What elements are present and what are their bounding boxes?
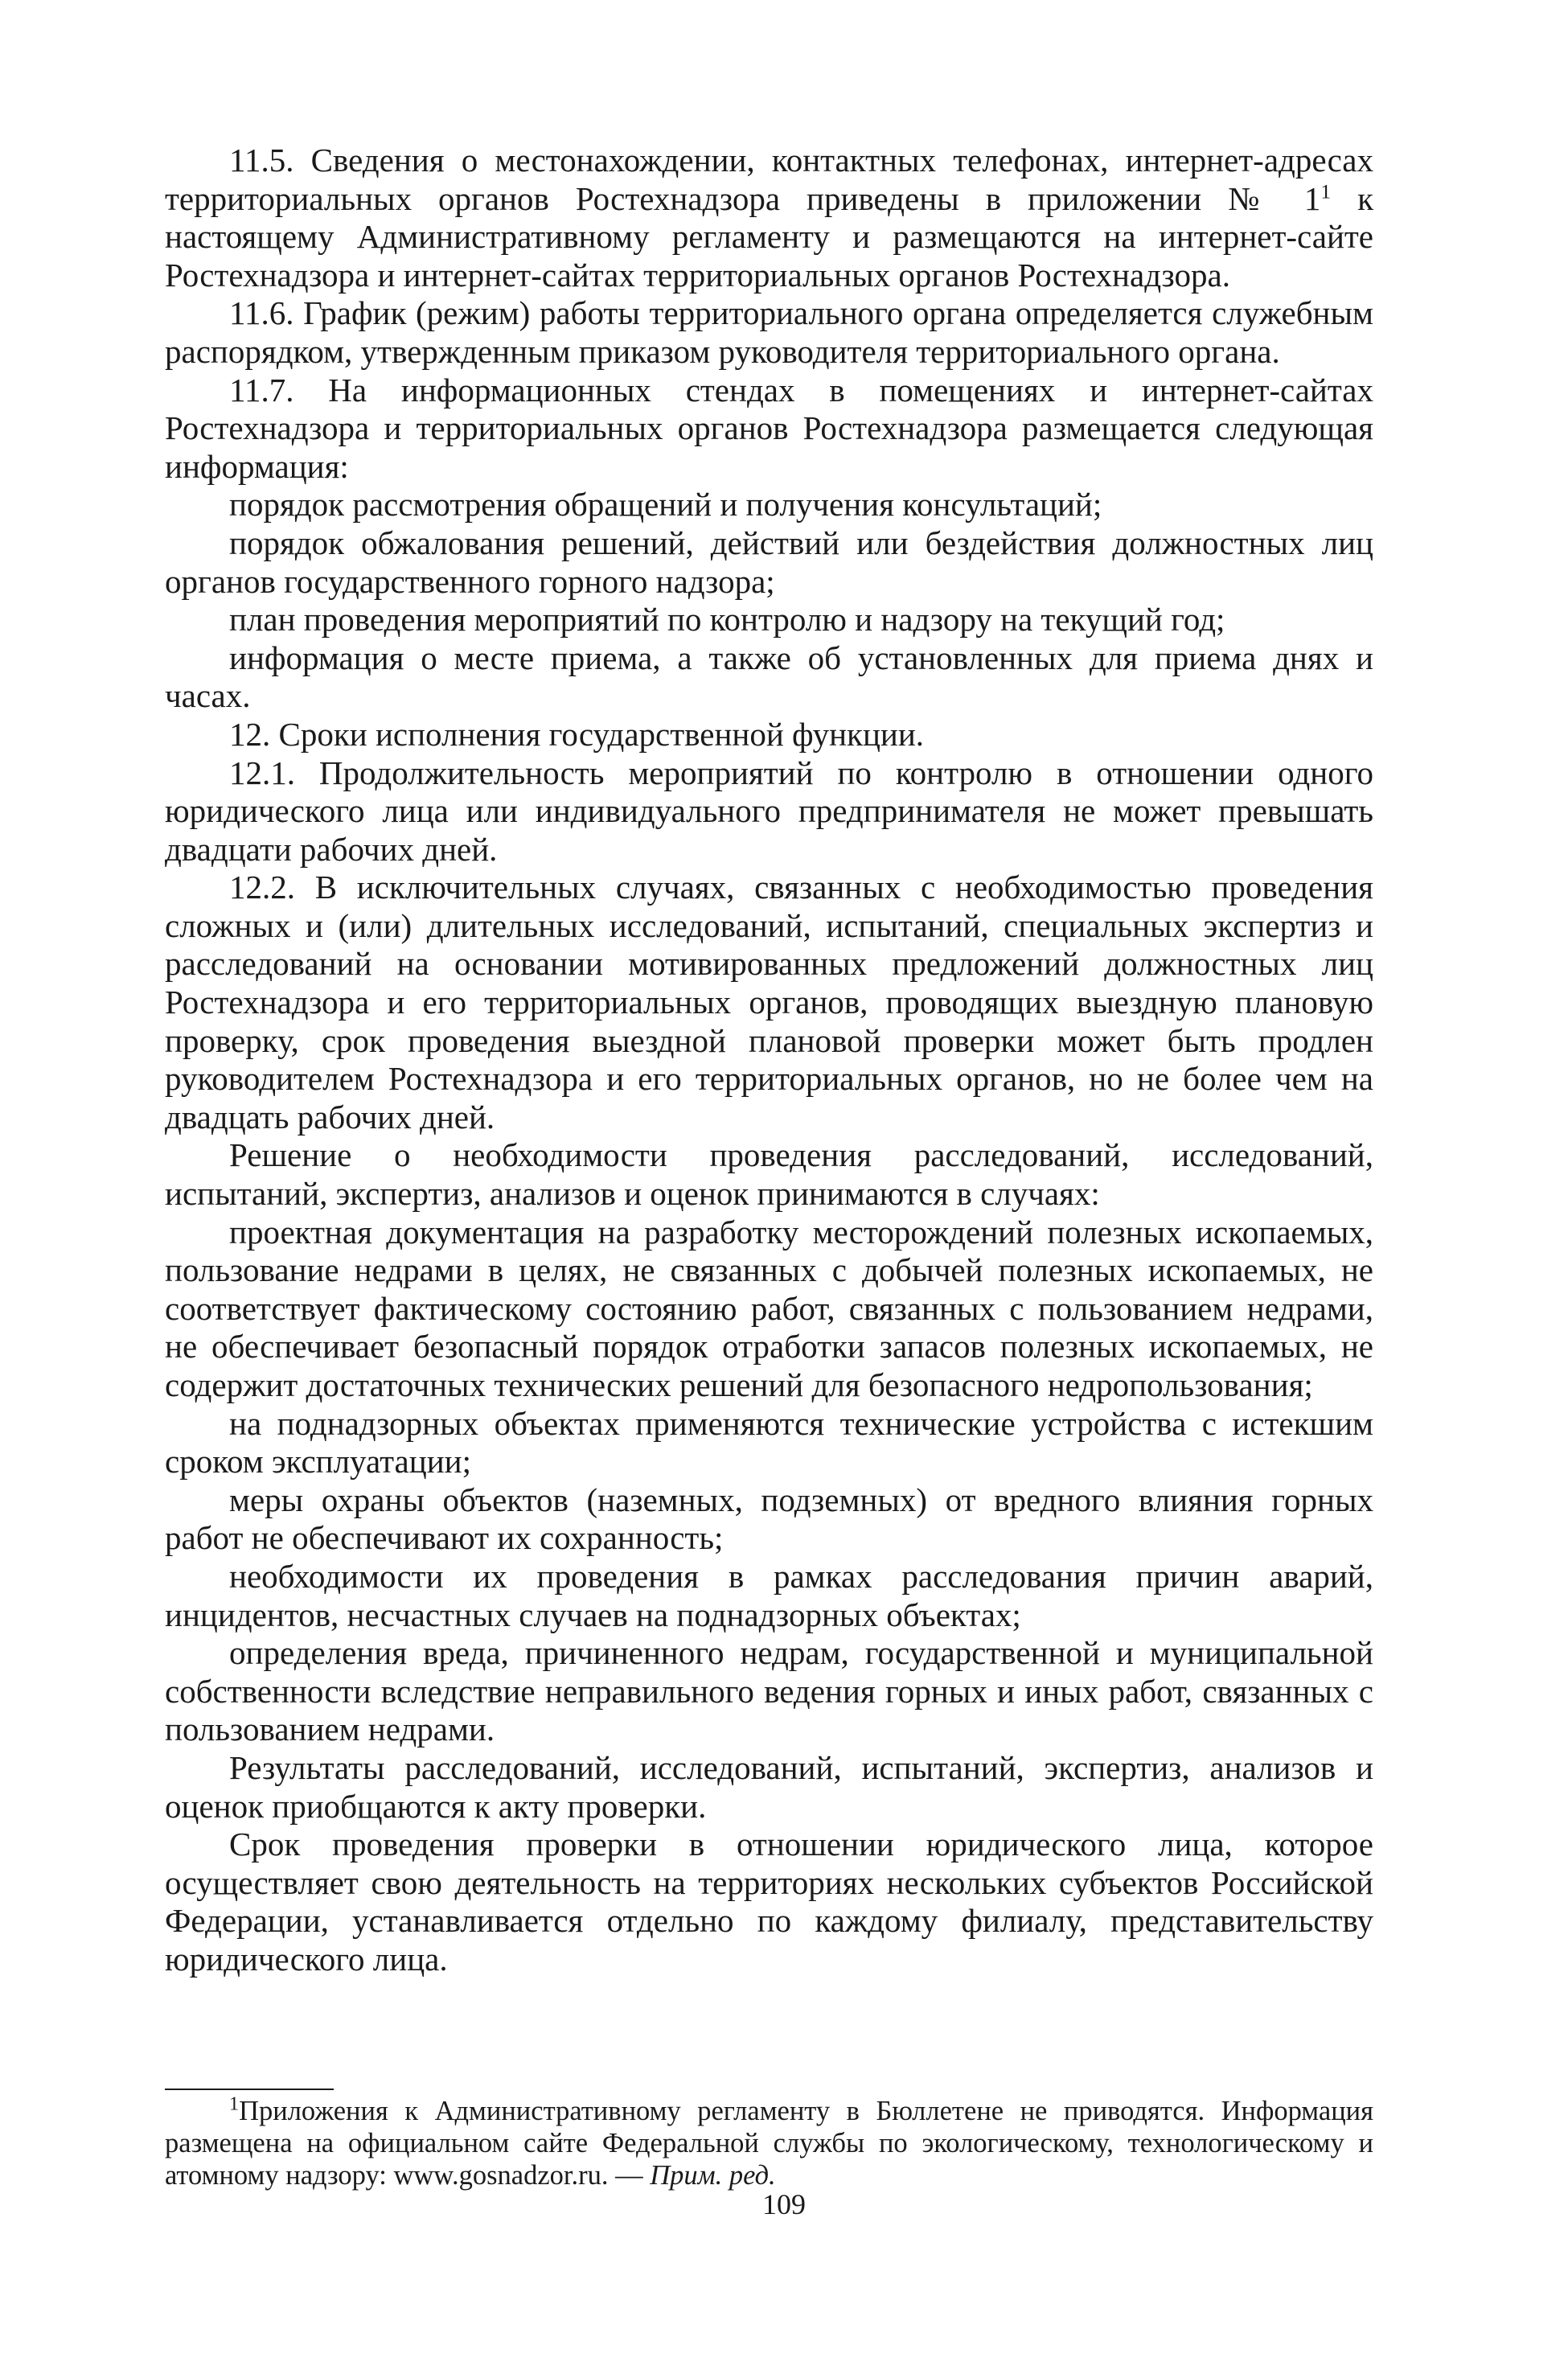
paragraph-12-1: 12.1. Продолжительность мероприятий по контролю в отношении одного юридического лица или индивидуального предпринимателя не может превышать двадцати рабочих дней. (165, 754, 1373, 868)
list-item-plan: план проведения мероприятий по контролю и надзору на текущий год; (229, 601, 1225, 639)
list-item-reception: информация о месте приема, а также об установленных для приема днях и часах. (165, 639, 1373, 715)
case-damage-assessment: определения вреда, причиненного недрам, государственной и муниципальной собственности вследствие неправильного ведения горных и иных работ, связанных с пользованием недрами. (165, 1634, 1373, 1748)
document-body (165, 142, 1373, 1979)
paragraph-11-5 (165, 142, 1373, 294)
page-number: 109 (762, 2188, 806, 2220)
list-item-consultations: порядок рассмотрения обращений и получения консультаций; (229, 486, 1102, 524)
case-protection-measures: меры охраны объектов (наземных, подземных) от вредного влияния горных работ не обеспечивают их сохранность; (165, 1481, 1373, 1557)
footnote (165, 2095, 1373, 2191)
paragraph-inspection-term: Срок проведения проверки в отношении юридического лица, которое осуществляет свою деятельность на территориях нескольких субъектов Российской Федерации, устанавливается отдельно по каждому филиалу, представительству юридического лица. (165, 1826, 1373, 1978)
editor-note: Прим. ред. (650, 2160, 776, 2191)
footnote-divider (165, 2089, 334, 2090)
case-project-docs: проектная документация на разработку месторождений полезных ископаемых, пользование недрами в целях, не связанных с добычей полезных ископаемых, не соответствует фактическому состоянию работ, связанных с пользованием недрами, не обеспечивает безопасный порядок отработки запасов полезных ископаемых, не содержит достаточных технических решений для безопасного недропользования; (165, 1213, 1373, 1403)
case-accident-investigation: необходимости их проведения в рамках расследования причин аварий, инцидентов, несчастных случаев на поднадзорных объектах; (165, 1557, 1373, 1633)
paragraph-results: Результаты расследований, исследований, испытаний, экспертиз, анализов и оценок приобщаются к акту проверки. (165, 1748, 1373, 1825)
case-expired-devices: на поднадзорных объектах применяются технические устройства с истекшим сроком эксплуатации; (165, 1404, 1373, 1481)
paragraph-11-5-text: 11.5. Сведения о местонахождении, контактных телефонах, интернет-адресах территориальных органов Ростехнадзора приведены в приложении № 1 (165, 142, 1373, 217)
paragraph-decision: Решение о необходимости проведения расследований, исследований, испытаний, экспертиз, анализов и оценок принимаются в случаях: (165, 1136, 1373, 1213)
list-item-appeals: порядок обжалования решений, действий или бездействия должностных лиц органов государственного горного надзора; (165, 524, 1373, 600)
footnote-reference: 1 (1320, 179, 1332, 203)
paragraph-11-7: 11.7. На информационных стендах в помещениях и интернет-сайтах Ростехнадзора и территориальных органов Ростехнадзора размещается следующая информация: (165, 371, 1373, 485)
footnote-mark: 1 (229, 2093, 240, 2115)
footnote-text: Приложения к Административному регламенту в Бюллетене не приводятся. Информация размещена на официальном сайте Федеральной службы по экологическому, технологическому и атомному надзору: www.gosnadzor.ru. — (165, 2096, 1373, 2191)
paragraph-12-2: 12.2. В исключительных случаях, связанных с необходимостью проведения сложных и (или) длительных исследований, испытаний, специальных экспертиз и расследований на основании мотивированных предложений должностных лиц Ростехнадзора и его территориальных органов, проводящих выездную плановую проверку, срок проведения выездной плановой проверки может быть продлен руководителем Ростехнадзора и его территориальных органов, но не более чем на двадцать рабочих дней. (165, 869, 1373, 1136)
section-heading-12: 12. Сроки исполнения государственной функции. (229, 715, 925, 753)
paragraph-11-5-tail: к настоящему Административному регламенту и размещаются на интернет-сайте Ростехнадзора и интернет-сайтах территориальных органов Ростехнадзора. (165, 179, 1374, 294)
paragraph-11-6: 11.6. График (режим) работы территориального органа определяется служебным распорядком, утвержденным приказом руководителя территориального органа. (165, 294, 1373, 370)
